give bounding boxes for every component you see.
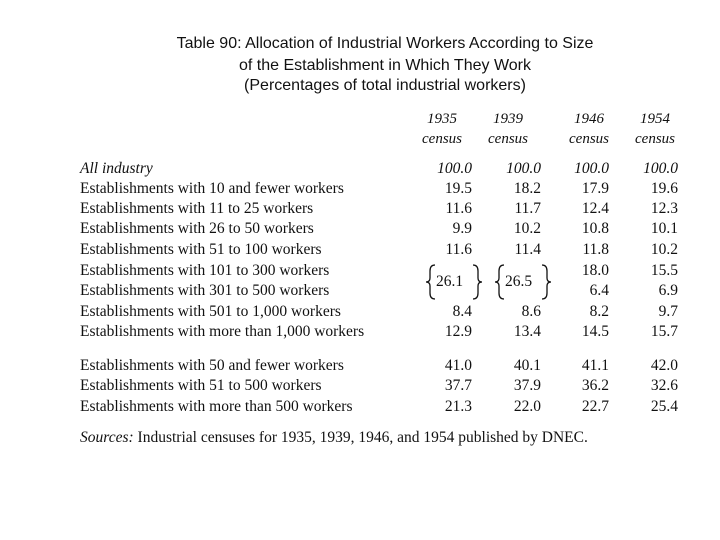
cell: 8.4 xyxy=(452,303,472,320)
col-header-1954: 1954 census xyxy=(635,111,675,147)
cell: 10.2 xyxy=(513,220,541,237)
cell: 100.0 xyxy=(643,160,678,177)
cell: 9.7 xyxy=(658,303,678,320)
cell: 8.6 xyxy=(521,303,541,320)
row-label: Establishments with 51 to 500 workers xyxy=(80,377,322,394)
row-label: Establishments with 301 to 500 workers xyxy=(80,282,330,299)
table-subtitle: of the Establishment in Which They Work xyxy=(239,57,531,74)
cell: 13.4 xyxy=(513,323,541,340)
cell: 41.1 xyxy=(581,357,609,374)
cell: 22.0 xyxy=(513,398,541,415)
cell: 19.6 xyxy=(650,180,678,197)
cell: 12.3 xyxy=(650,200,678,217)
row-label-all-industry: All industry xyxy=(80,160,153,177)
col-header-1946: 1946 census xyxy=(569,111,609,147)
cell: 25.4 xyxy=(650,398,678,415)
sources-label: Sources: xyxy=(80,429,134,446)
cell: 11.4 xyxy=(514,241,541,258)
cell: 19.5 xyxy=(444,180,472,197)
cell: 15.5 xyxy=(650,262,678,279)
combined-value: 26.1 xyxy=(436,273,464,290)
row-label: Establishments with more than 1,000 workers xyxy=(80,323,365,340)
row-label: Establishments with 26 to 50 workers xyxy=(80,220,314,237)
cell: 8.2 xyxy=(589,303,609,320)
cell: 32.6 xyxy=(650,377,678,394)
combined-value: 26.5 xyxy=(505,273,533,290)
cell: 11.7 xyxy=(514,200,541,217)
cell: 11.8 xyxy=(582,241,609,258)
cell: 6.4 xyxy=(589,282,609,299)
cell: 37.9 xyxy=(513,377,541,394)
row-label: Establishments with 50 and fewer workers xyxy=(80,357,344,374)
cell: 6.9 xyxy=(658,282,678,299)
col-header-1939: 1939 census xyxy=(488,111,528,147)
combined-cell-1935 xyxy=(425,263,483,301)
cell: 36.2 xyxy=(581,377,609,394)
cell: 100.0 xyxy=(574,160,609,177)
table-title: Table 90: Allocation of Industrial Workers According to Size xyxy=(176,35,594,52)
cell: 18.0 xyxy=(581,262,609,279)
cell: 41.0 xyxy=(444,357,472,374)
row-label: Establishments with 11 to 25 workers xyxy=(80,200,314,217)
cell: 9.9 xyxy=(452,220,472,237)
sources-text: Industrial censuses for 1935, 1939, 1946, and 1954 published by DNEC. xyxy=(133,429,588,446)
cell: 11.6 xyxy=(445,200,472,217)
table-units-note: (Percentages of total industrial workers) xyxy=(244,77,526,94)
cell: 100.0 xyxy=(437,160,472,177)
cell: 10.1 xyxy=(650,220,678,237)
cell: 15.7 xyxy=(650,323,678,340)
row-label: Establishments with 101 to 300 workers xyxy=(80,262,330,279)
row-label: Establishments with 51 to 100 workers xyxy=(80,241,322,258)
sources-note xyxy=(80,429,588,447)
cell: 18.2 xyxy=(513,180,541,197)
cell: 12.9 xyxy=(444,323,472,340)
row-label: Establishments with 10 and fewer workers xyxy=(80,180,344,197)
cell: 17.9 xyxy=(581,180,609,197)
row-label: Establishments with more than 500 workers xyxy=(80,398,353,415)
cell: 11.6 xyxy=(445,241,472,258)
row-label: Establishments with 501 to 1,000 workers xyxy=(80,303,341,320)
cell: 21.3 xyxy=(444,398,472,415)
cell: 100.0 xyxy=(506,160,541,177)
cell: 22.7 xyxy=(581,398,609,415)
cell: 40.1 xyxy=(513,357,541,374)
combined-cell-1939 xyxy=(494,263,552,301)
cell: 10.2 xyxy=(650,241,678,258)
cell: 42.0 xyxy=(650,357,678,374)
cell: 12.4 xyxy=(581,200,609,217)
cell: 10.8 xyxy=(581,220,609,237)
col-header-1935: 1935 census xyxy=(422,111,462,147)
cell: 37.7 xyxy=(444,377,472,394)
cell: 14.5 xyxy=(581,323,609,340)
